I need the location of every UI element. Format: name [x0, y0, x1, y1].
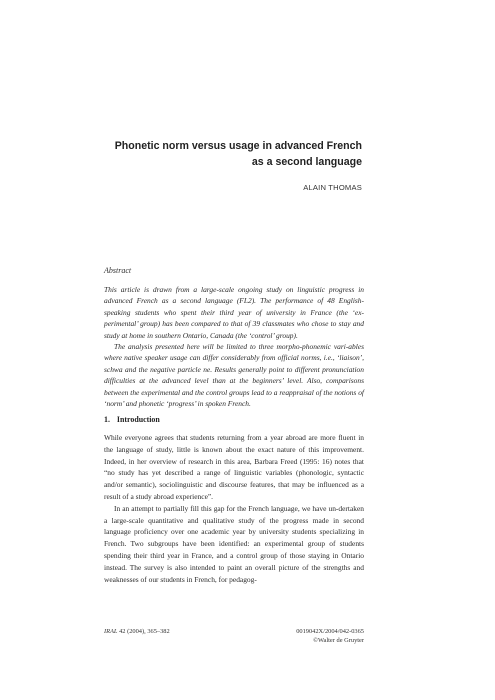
section-title: Introduction	[116, 415, 160, 424]
abstract-body	[104, 284, 364, 409]
title-line-2: as a second language	[251, 156, 362, 168]
journal-name: IRAL	[104, 628, 118, 635]
citation-text: 42 (2004), 365–382	[119, 628, 170, 635]
article-title	[100, 138, 362, 170]
section-number: 1.	[104, 415, 110, 424]
body-text	[104, 432, 364, 585]
article-code: 0019042X/2004/042-0365	[296, 628, 364, 635]
journal-citation	[104, 628, 170, 635]
publisher-info	[262, 628, 364, 645]
title-line-1: Phonetic norm versus usage in advanced French	[114, 140, 362, 152]
abstract-paragraph-1: This article is drawn from a large-scale ongoing study on linguistic progress in advanced French as a second language (FL2). The performance of 48 English-speaking students who spent their third year of university in France (the ‘ex-perimental’ group) has been compared to that of 39 classmates who chose to stay and study at home in southern Ontario, Canada (the ‘control’ group).	[104, 285, 364, 340]
author-name: ALAIN THOMAS	[303, 183, 362, 192]
abstract-paragraph-2: The analysis presented here will be limited to three morpho-phonemic vari-ables where native speaker usage can differ considerably from official norms, i.e., ‘liaison’, schwa and the negative particle ne. Results generally point to different pronunciation difficulties at the advanced level than at the beginners’ level. Also, comparisons between the experimental and the control groups lead to a reappraisal of the notions of ‘norm’ and phonetic ‘progress’ in spoken French.	[104, 342, 364, 409]
publisher-name: ©Walter de Gruyter	[313, 636, 364, 644]
body-paragraph-2: In an attempt to partially fill this gap for the French language, we have un-dertaken a large-scale quantitative and qualitative study of the progress made in second language proficiency over one academic year by university students specializing in French. Two subgroups have been identified: an experimental group of students spending their third year in France, and a control group of those staying in Ontario instead. The survey is also intended to paint an overall picture of the strengths and weaknesses of our students in French, for pedagog-	[104, 503, 364, 584]
section-heading	[104, 415, 160, 424]
abstract-heading: Abstract	[104, 266, 132, 275]
body-paragraph-1: While everyone agrees that students returning from a year abroad are more fluent in the language of study, little is known about the exact nature of this improvement. Indeed, in her overview of research in this area, Barbara Freed (1995: 16) notes that “no study has yet described a range of linguistic variables (phonologic, syntactic and/or semantic), sociolinguistic and discourse features, that may be influenced as a result of a study abroad experience”.	[104, 433, 364, 501]
